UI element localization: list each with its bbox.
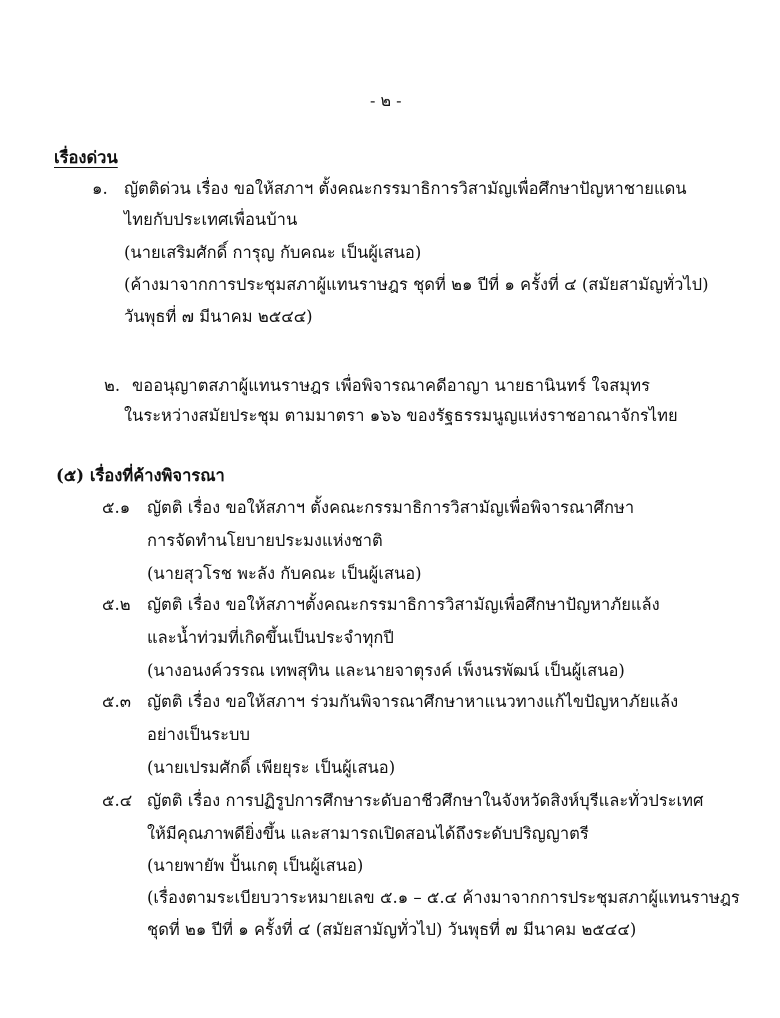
item-line: ญัตติ เรื่อง ขอให้สภาฯตั้งคณะกรรมาธิการวิสามัญเพื่อศึกษาปัญหาภัยแล้ง xyxy=(147,595,660,614)
item-line: (นายสุวโรช พะลัง กับคณะ เป็นผู้เสนอ) xyxy=(147,564,422,583)
item-line: ญัตติด่วน เรื่อง ขอให้สภาฯ ตั้งคณะกรรมาธิการวิสามัญเพื่อศึกษาปัญหาชายแดน xyxy=(124,179,687,198)
item-line: (นายพายัพ ปั้นเกตุ เป็นผู้เสนอ) xyxy=(147,856,364,875)
item-line: (ค้างมาจากการประชุมสภาผู้แทนราษฎร ชุดที่ ๒๑ ปีที่ ๑ ครั้งที่ ๔ (สมัยสามัญทั่วไป) xyxy=(124,275,709,294)
item-number: ๕.๓ xyxy=(102,692,132,711)
item-line: (นายเปรมศักดิ์ เพียยุระ เป็นผู้เสนอ) xyxy=(147,758,396,777)
item-number: ๕.๒ xyxy=(102,595,131,614)
item-line: และน้ำท่วมที่เกิดขึ้นเป็นประจำทุกปี xyxy=(147,628,394,647)
item-line: ในระหว่างสมัยประชุม ตามมาตรา ๑๖๖ ของรัฐธรรมนูญแห่งราชอาณาจักรไทย xyxy=(124,406,678,425)
item-number: ๒. xyxy=(104,376,121,395)
item-line: วันพุธที่ ๗ มีนาคม ๒๕๔๔) xyxy=(124,307,313,326)
item-line: การจัดทำนโยบายประมงแห่งชาติ xyxy=(147,531,383,550)
page-number: - ๒ - xyxy=(370,91,402,110)
item-line: ให้มีคุณภาพดียิ่งขึ้น และสามารถเปิดสอนได้ถึงระดับปริญญาตรี xyxy=(147,824,589,843)
item-line: ญัตติ เรื่อง ขอให้สภาฯ ตั้งคณะกรรมาธิการวิสามัญเพื่อพิจารณาศึกษา xyxy=(147,498,635,517)
item-line: ไทยกับประเทศเพื่อนบ้าน xyxy=(124,210,298,229)
item-line: (นางอนงค์วรรณ เทพสุทิน และนายจาตุรงค์ เพ็งนรพัฒน์ เป็นผู้เสนอ) xyxy=(147,661,625,680)
item-line: ชุดที่ ๒๑ ปีที่ ๑ ครั้งที่ ๔ (สมัยสามัญทั่วไป) วันพุธที่ ๗ มีนาคม ๒๕๔๔) xyxy=(147,920,637,939)
item-line: ญัตติ เรื่อง ขอให้สภาฯ ร่วมกันพิจารณาศึกษาหาแนวทางแก้ไขปัญหาภัยแล้ง xyxy=(147,692,679,711)
item-number: ๕.๔ xyxy=(102,791,133,810)
item-number: ๑. xyxy=(92,179,108,198)
item-number: ๕.๑ xyxy=(102,498,131,517)
item-line: อย่างเป็นระบบ xyxy=(147,725,250,744)
item-line: ญัตติ เรื่อง การปฏิรูปการศึกษาระดับอาชีวศึกษาในจังหวัดสิงห์บุรีและทั่วประเทศ xyxy=(147,791,704,810)
item-line: (นายเสริมศักดิ์ การุญ กับคณะ เป็นผู้เสนอ) xyxy=(124,243,422,262)
urgent-heading: เรื่องด่วน xyxy=(54,148,118,167)
pending-heading: (๕) เรื่องที่ค้างพิจารณา xyxy=(56,466,225,485)
item-line: (เรื่องตามระเบียบวาระหมายเลข ๕.๑ – ๕.๔ ค้างมาจากการประชุมสภาผู้แทนราษฎร xyxy=(147,888,740,907)
item-line: ขออนุญาตสภาผู้แทนราษฎร เพื่อพิจารณาคดีอาญา นายธานินทร์ ใจสมุทร xyxy=(132,376,650,395)
